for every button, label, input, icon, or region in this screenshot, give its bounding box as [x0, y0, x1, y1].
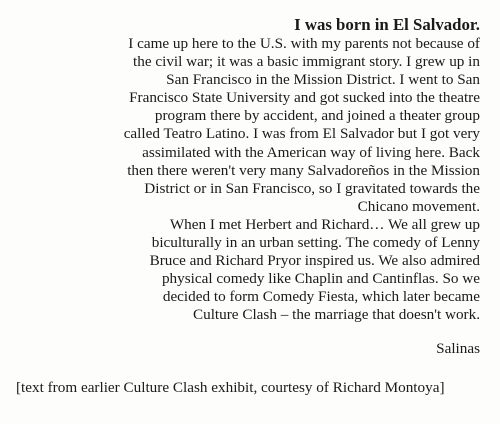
quote-line: Francisco State University and got sucked into the theatre	[129, 89, 480, 107]
quote-block	[86, 15, 480, 325]
source-credit: [text from earlier Culture Clash exhibit, courtesy of Richard Montoya]	[16, 379, 445, 396]
quote-line: Chicano movement.	[357, 197, 480, 215]
quote-line: physical comedy like Chaplin and Cantinflas. So we	[161, 270, 480, 288]
quote-line: I came up here to the U.S. with my parents not because of	[128, 35, 480, 52]
quote-line: assimilated with the American way of living here. Back	[142, 143, 480, 161]
quote-line: Culture Clash – the marriage that doesn't work.	[192, 306, 480, 324]
quote-line: District or in San Francisco, so I gravitated towards the	[144, 179, 480, 197]
quote-line: then there weren't very many Salvadoreños in the Mission	[127, 161, 480, 179]
quote-line: the civil war; it was a basic immigrant story. I grew up in	[133, 53, 480, 71]
quote-line: When I met Herbert and Richard… We all grew up	[169, 215, 480, 233]
quote-line: biculturally in an urban setting. The comedy of Lenny	[151, 234, 480, 252]
quote-attribution: Salinas	[436, 340, 480, 357]
quote-line: Bruce and Richard Pryor inspired us. We also admired	[149, 252, 480, 270]
quote-heading: I was born in El Salvador.	[294, 15, 480, 34]
quote-line: decided to form Comedy Fiesta, which later became	[162, 288, 480, 306]
quote-line: called Teatro Latino. I was from El Salvador but I got very	[123, 125, 480, 143]
quote-line: program there by accident, and joined a theater group	[154, 107, 480, 125]
quote-line: San Francisco in the Mission District. I went to San	[166, 71, 480, 89]
